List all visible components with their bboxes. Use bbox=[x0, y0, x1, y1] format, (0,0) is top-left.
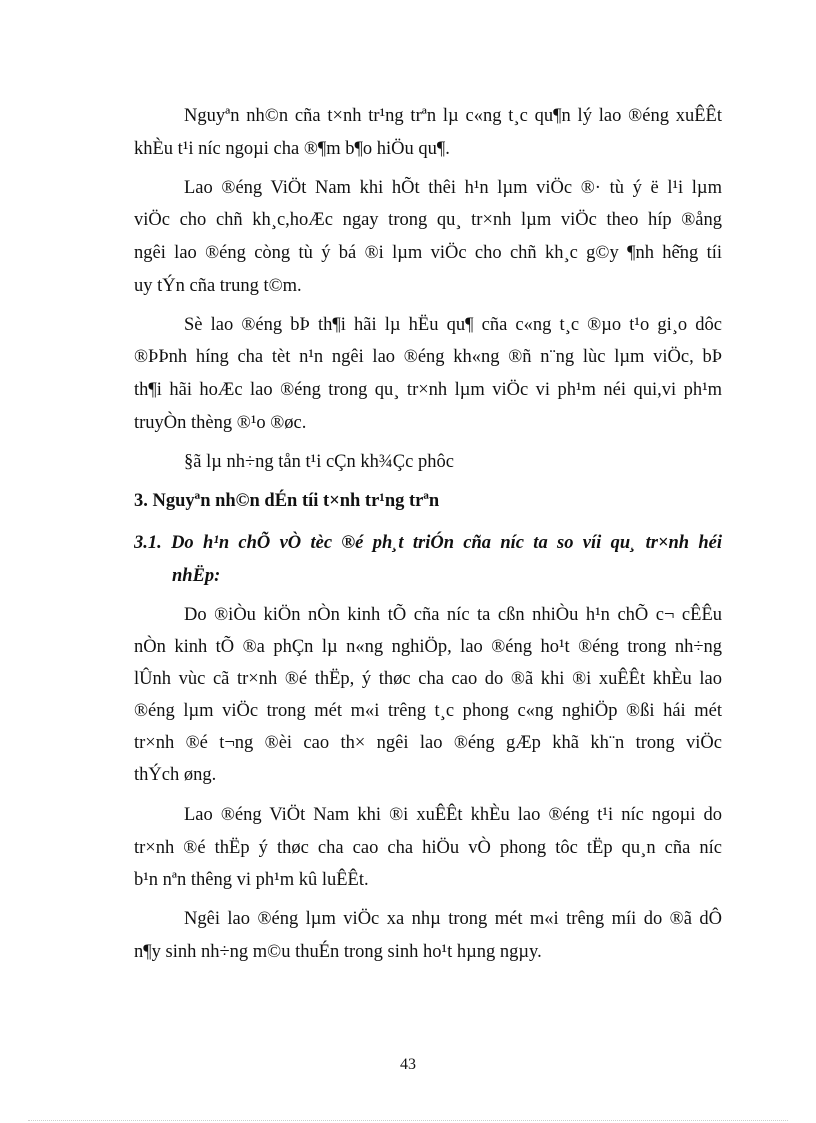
paragraph-4-line-1: §ã lµ nh÷ng tån t¹i cÇn kh¾Çc phôc bbox=[184, 452, 454, 472]
subsection-heading-3-1-line-1: 3.1. Do h¹n chÕ vÒ tèc ®é ph¸t triÓn cña níc ta so víi qu¸ tr×nh héi bbox=[134, 533, 722, 553]
paragraph-5-line-6: thÝch øng. bbox=[134, 765, 217, 785]
paragraph-5-line-2: nÒn kinh tÕ ®a phÇn lµ n«ng nghiÖp, lao ®éng ho¹t ®éng trong nh÷ng bbox=[134, 637, 722, 657]
paragraph-3-line-4: truyÒn thèng ®¹o ®øc. bbox=[134, 413, 307, 433]
paragraph-6-line-2: tr×nh ®é thËp ý thøc cha cao cha hiÖu vÒ phong tôc tËp qu¸n cña níc bbox=[134, 838, 722, 858]
paragraph-7-line-2: n¶y sinh nh÷ng m©u thuÉn trong sinh ho¹t hµng ngµy. bbox=[134, 942, 542, 962]
paragraph-5-line-3: lÛnh vùc cã tr×nh ®é thËp, ý thøc cha cao do ®ã khi ®i xuÊÊt khÈu lao bbox=[134, 669, 722, 689]
paragraph-3-line-2: ®ÞÞnh híng cha tèt n¹n ngêi lao ®éng kh«ng ®ñ n¨ng lùc lµm viÖc, bÞ bbox=[134, 347, 722, 367]
paragraph-6-line-1: Lao ®éng ViÖt Nam khi ®i xuÊÊt khÈu lao ®éng t¹i níc ngoµi do bbox=[184, 805, 722, 825]
subsection-heading-3-1-line-2: nhËp: bbox=[172, 566, 221, 586]
paragraph-2-line-3: ngêi lao ®éng còng tù ý bá ®i lµm viÖc cho chñ kh¸c g©y ¶nh hê̆ng tíi bbox=[134, 243, 722, 263]
paragraph-2-line-2: viÖc cho chñ kh¸c,hoÆc ngay trong qu¸ tr×nh lµm viÖc theo híp ®ång bbox=[134, 210, 722, 230]
paragraph-1-line-2: khÈu t¹i níc ngoµi cha ®¶m b¶o hiÖu qu¶. bbox=[134, 139, 450, 159]
paragraph-3-line-1: Sè lao ®éng bÞ th¶i hãi lµ hËu qu¶ cña c«ng t¸c ®µo t¹o gi¸o dôc bbox=[184, 315, 722, 335]
section-heading-3: 3. Nguyªn nh©n dÉn tíi t×nh tr¹ng trªn bbox=[134, 491, 440, 511]
paragraph-1-line-1: Nguyªn nh©n cña t×nh tr¹ng trªn lµ c«ng t¸c qu¶n lý lao ®éng xuÊÊt bbox=[184, 106, 722, 126]
paragraph-3-line-3: th¶i hãi hoÆc lao ®éng trong qu¸ tr×nh lµm viÖc vi ph¹m néi qui,vi ph¹m bbox=[134, 380, 722, 400]
paragraph-5-line-5: tr×nh ®é t¬ng ®èi cao th× ngêi lao ®éng gÆp khã kh¨n trong viÖc bbox=[134, 733, 722, 753]
paragraph-5-line-4: ®éng lµm viÖc trong mét m«i trêng t¸c phong c«ng nghiÖp ®ßi hái mét bbox=[134, 701, 722, 721]
paragraph-2-line-1: Lao ®éng ViÖt Nam khi hÕt thêi h¹n lµm viÖc ®· tù ý ë l¹i lµm bbox=[184, 178, 722, 198]
paragraph-2-line-4: uy tÝn cña trung t©m. bbox=[134, 276, 302, 296]
page-number: 43 bbox=[400, 1056, 416, 1073]
page-bottom-dotted-rule bbox=[28, 1120, 788, 1121]
paragraph-6-line-3: b¹n nªn thêng vi ph¹m kû luÊÊt. bbox=[134, 870, 369, 890]
paragraph-7-line-1: Ngêi lao ®éng lµm viÖc xa nhµ trong mét m«i trêng míi do ®ã dÔ bbox=[184, 909, 722, 929]
paragraph-5-line-1: Do ®iÒu kiÖn nÒn kinh tÕ cña níc ta cßn nhiÒu h¹n chÕ c¬ cÊÊu bbox=[184, 605, 722, 625]
